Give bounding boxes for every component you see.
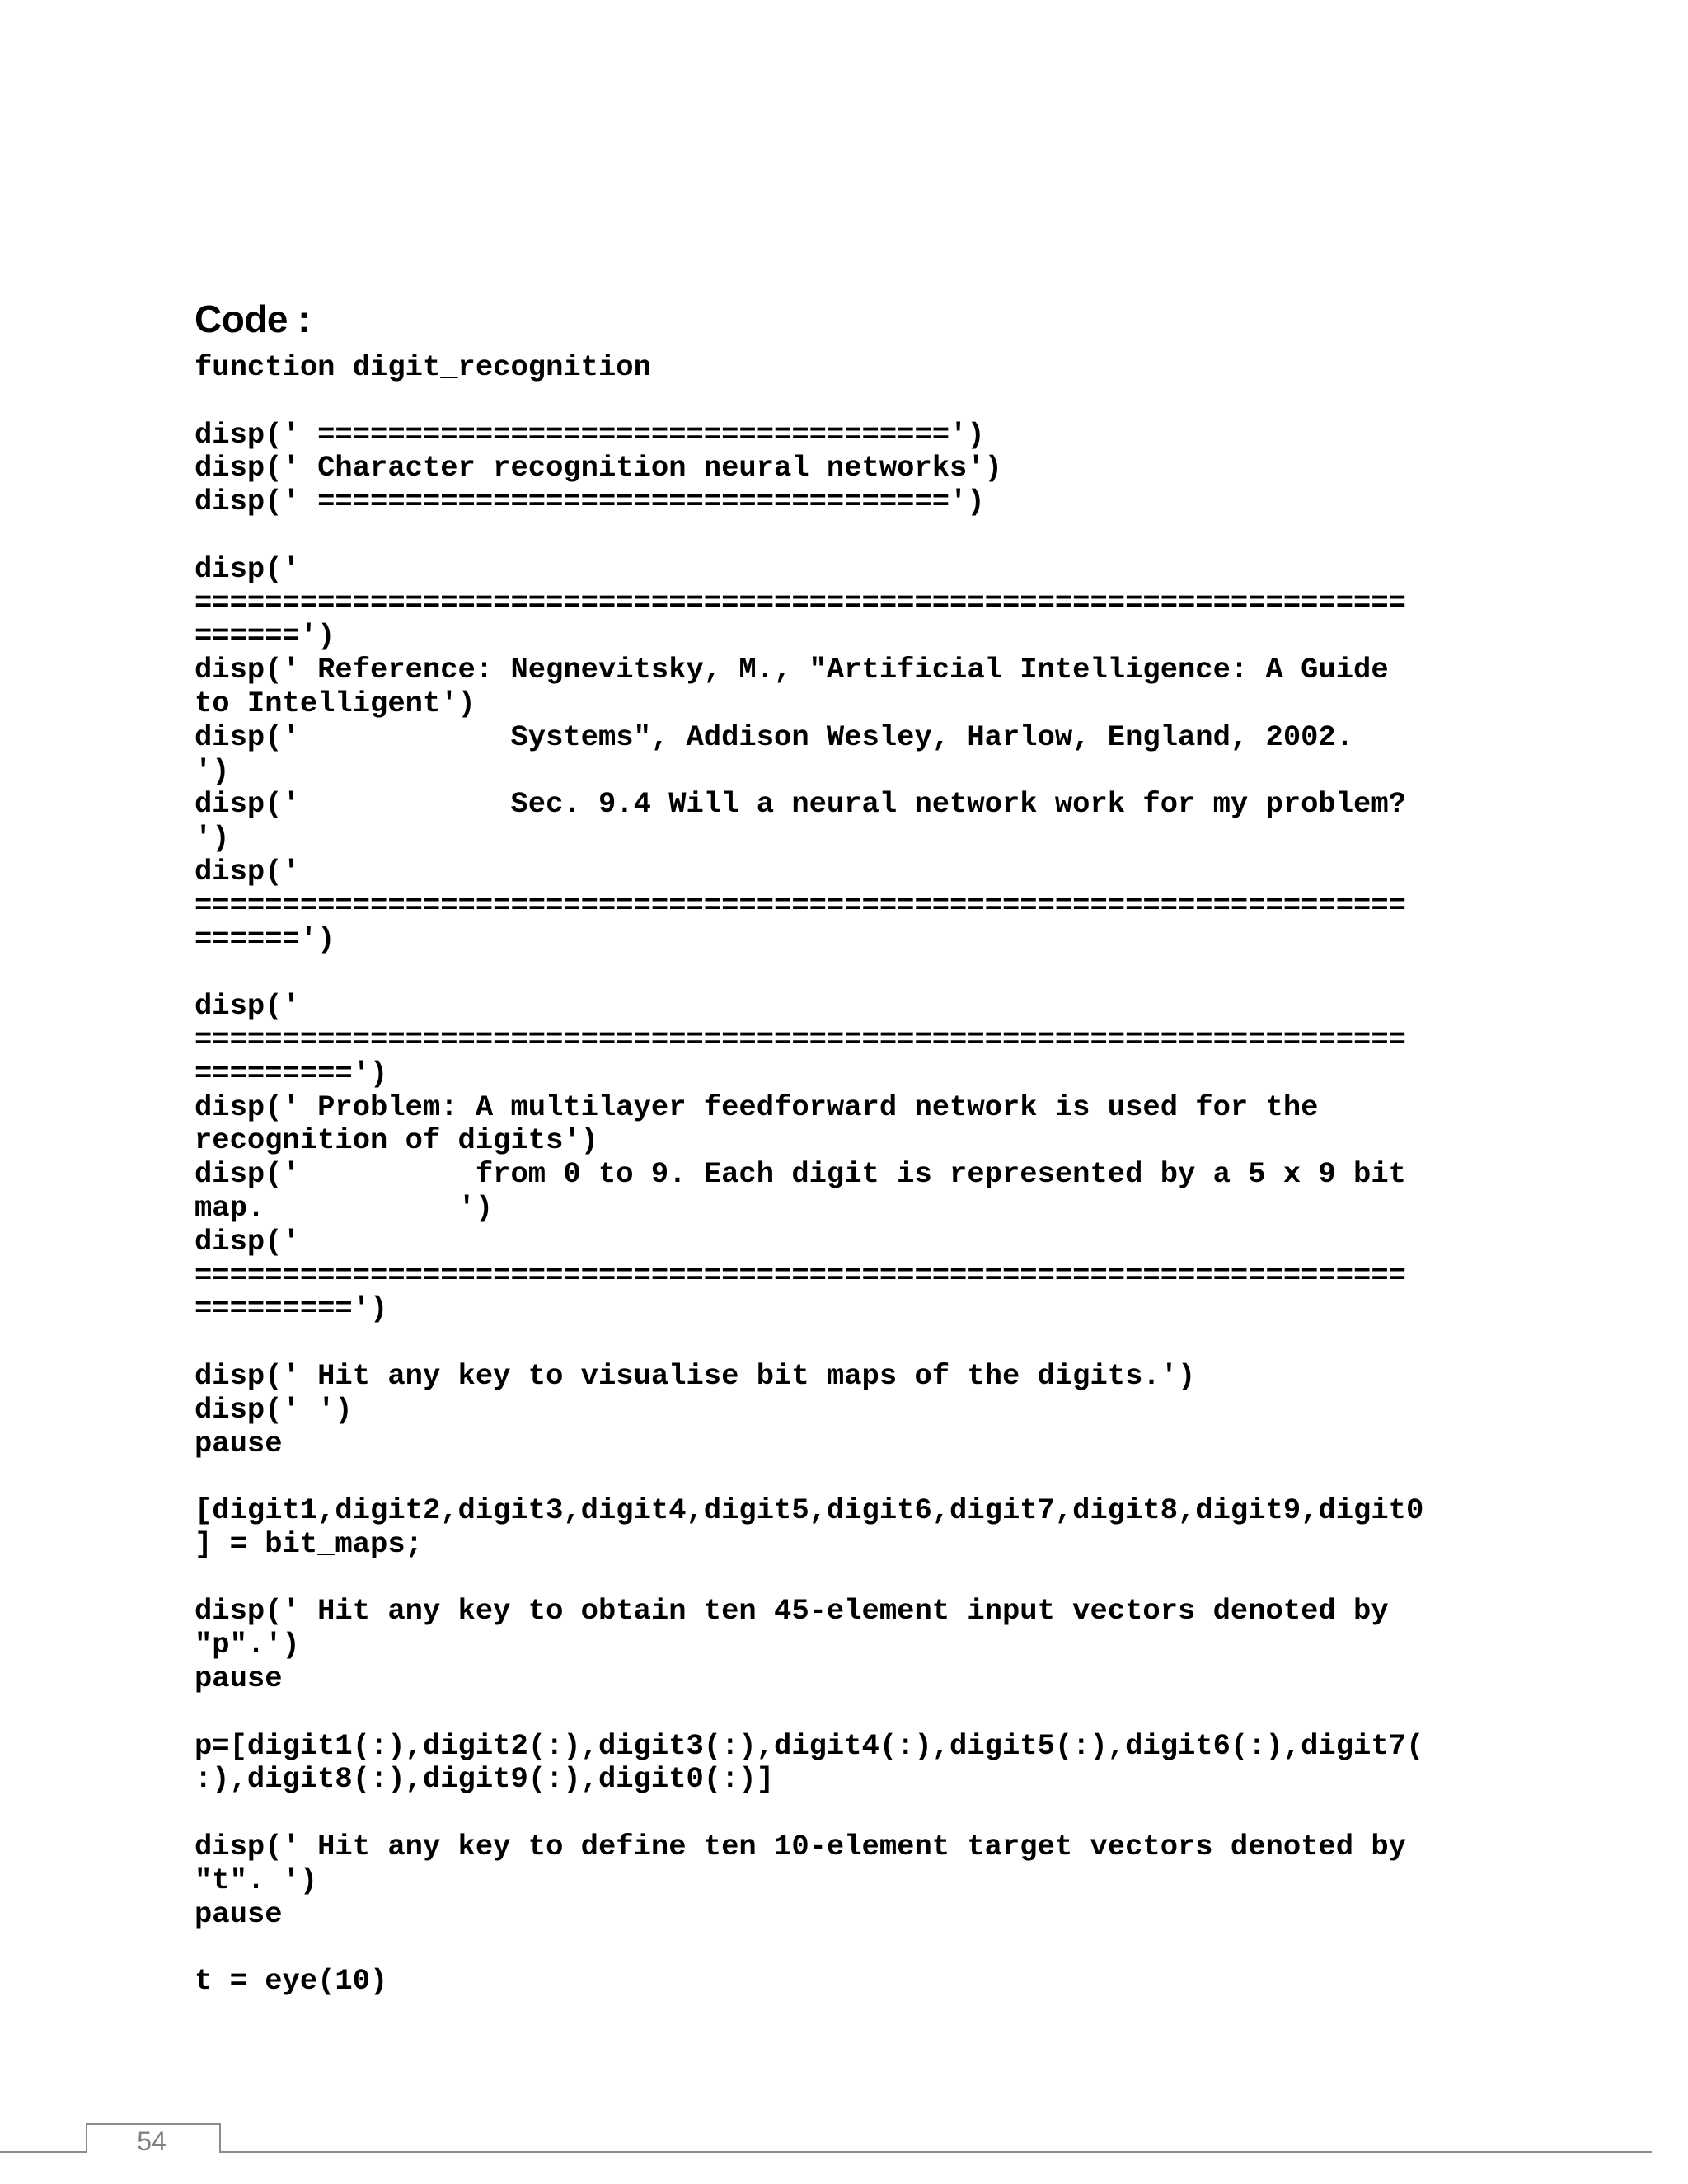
code-line: disp('	[195, 1224, 300, 1258]
code-line: =========')	[195, 1056, 388, 1090]
code-line: disp(' Systems", Addison Wesley, Harlow, England, 2002.	[195, 719, 1354, 754]
code-line	[195, 1460, 1447, 1494]
code-line	[195, 1562, 1447, 1596]
code-line: :),digit8(:),digit9(:),digit0(:)]	[195, 1762, 775, 1797]
code-line: disp(' Reference: Negnevitsky, M., "Artificial Intelligence: A Guide	[195, 653, 1389, 687]
code-line: =====================================================================	[195, 1022, 1406, 1057]
code-line: disp(' Problem: A multilayer feedforward network is used for the	[195, 1090, 1319, 1124]
code-line: disp(' ====================================')	[195, 417, 985, 452]
code-line: recognition of digits')	[195, 1123, 598, 1158]
code-line: t = eye(10)	[195, 1964, 388, 1999]
code-line: pause	[195, 1896, 283, 1931]
code-line	[195, 519, 1447, 553]
code-line: disp('	[195, 989, 300, 1024]
code-line: "p".')	[195, 1628, 300, 1662]
code-line: =========')	[195, 1291, 388, 1326]
code-line: =====================================================================	[195, 585, 1406, 620]
code-line: disp(' from 0 to 9. Each digit is represented by a 5 x 9 bit	[195, 1157, 1406, 1192]
code-line: disp(' Hit any key to obtain ten 45-element input vectors denoted by	[195, 1594, 1389, 1629]
code-line: disp(' Hit any key to define ten 10-element target vectors denoted by	[195, 1830, 1406, 1864]
code-line: pause	[195, 1661, 283, 1696]
code-listing	[195, 351, 1447, 1999]
code-line: "t". ')	[195, 1863, 318, 1897]
code-line	[195, 385, 1447, 419]
code-line: =====================================================================	[195, 1258, 1406, 1292]
code-line: map. ')	[195, 1190, 494, 1225]
code-line: ] = bit_maps;	[195, 1526, 423, 1561]
code-line	[195, 1696, 1447, 1730]
code-line: ======')	[195, 921, 335, 956]
code-line	[195, 956, 1447, 990]
code-line: ')	[195, 821, 230, 855]
code-line	[195, 1326, 1447, 1360]
code-line: disp(' Character recognition neural networks')	[195, 451, 1002, 485]
section-heading: Code :	[195, 298, 311, 340]
code-line	[195, 1931, 1447, 1965]
code-line: to Intelligent')	[195, 686, 476, 720]
code-line	[195, 1797, 1447, 1830]
code-line: pause	[195, 1426, 283, 1460]
code-line: p=[digit1(:),digit2(:),digit3(:),digit4(:),digit5(:),digit6(:),digit7(	[195, 1728, 1424, 1763]
code-line: disp(' ====================================')	[195, 485, 985, 519]
code-line: disp(' ')	[195, 1392, 353, 1427]
code-line: disp(' Hit any key to visualise bit maps of the digits.')	[195, 1358, 1196, 1393]
code-line: [digit1,digit2,digit3,digit4,digit5,digit6,digit7,digit8,digit9,digit0	[195, 1493, 1424, 1528]
code-line: function digit_recognition	[195, 351, 651, 384]
code-line: ')	[195, 753, 230, 788]
code-line: disp('	[195, 551, 300, 586]
code-line: =====================================================================	[195, 888, 1406, 922]
page-number: 54	[137, 2126, 166, 2156]
code-line: disp('	[195, 854, 300, 888]
code-line: ======')	[195, 619, 335, 654]
code-line: disp(' Sec. 9.4 Will a neural network work for my problem?	[195, 787, 1406, 822]
footer-rule	[0, 2151, 1652, 2153]
